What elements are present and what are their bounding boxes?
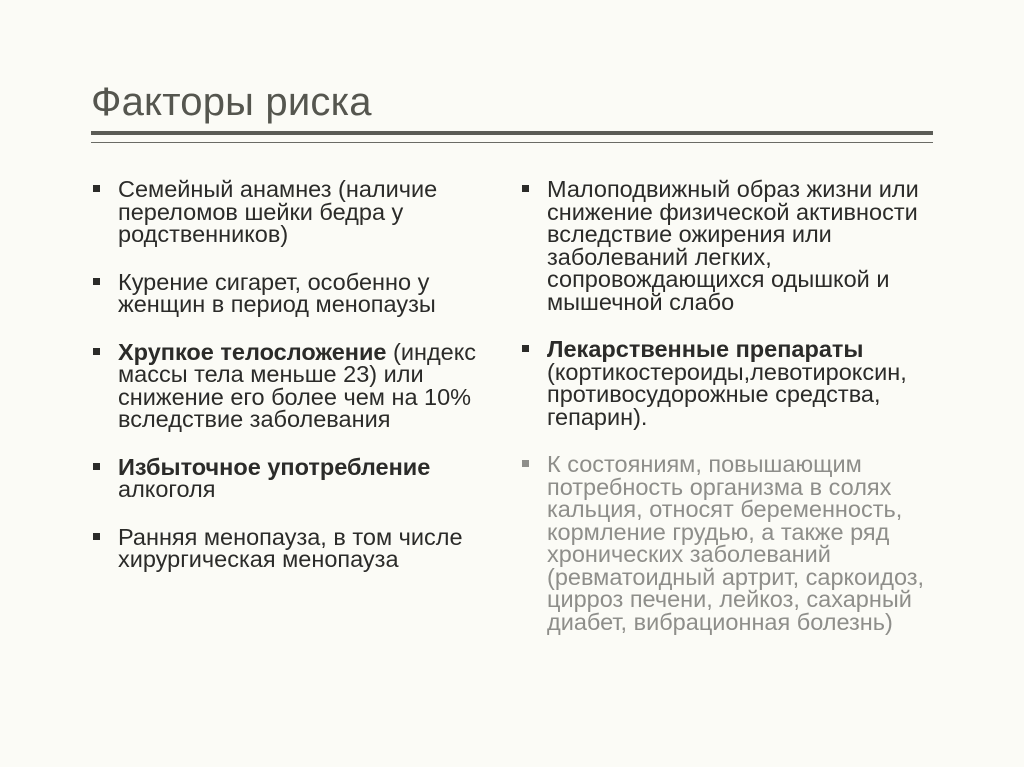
list-item	[91, 268, 501, 317]
list-item	[91, 178, 501, 246]
list-item-muted	[520, 453, 970, 633]
item-text: Малоподвижный образ жизни или снижение физической активности вследствие ожирения или заболеваний легких, сопровождающихся одышкой и мышечной слабо	[547, 176, 919, 315]
list-item	[91, 338, 501, 432]
item-text: алкоголя	[118, 476, 216, 502]
list-item	[520, 178, 970, 313]
item-lead: Хрупкое телосложение	[118, 338, 387, 365]
item-text: Курение сигарет, особенно у женщин в период менопаузы	[118, 268, 436, 317]
right-bullet-list	[520, 178, 970, 633]
square-bullet-icon	[522, 185, 529, 192]
title-underline-thick	[91, 131, 933, 135]
item-text: (кортикостероиды,левотироксин, противосудорожные средства, гепарин).	[547, 358, 907, 430]
item-text: Семейный анамнез (наличие переломов шейки бедра у родственников)	[118, 176, 438, 247]
square-bullet-icon	[93, 185, 100, 192]
square-bullet-icon	[522, 345, 529, 352]
title-underline-thin	[91, 142, 933, 143]
item-lead: Избыточное употребление	[118, 453, 431, 480]
list-item	[520, 338, 970, 428]
square-bullet-icon	[93, 533, 100, 540]
left-bullet-list	[91, 178, 501, 571]
list-item	[91, 453, 501, 502]
square-bullet-icon	[522, 460, 529, 467]
item-text: (индекс массы тела меньше 23) или снижение его более чем на 10% вследствие заболевания	[118, 338, 477, 432]
square-bullet-icon	[93, 278, 100, 285]
slide-title: Факторы риска	[91, 80, 372, 124]
item-text: Ранняя менопауза, в том числе хирургическая менопауза	[118, 523, 463, 572]
list-item	[91, 523, 501, 572]
square-bullet-icon	[93, 463, 100, 470]
item-lead: Лекарственные препараты	[547, 336, 864, 362]
square-bullet-icon	[93, 348, 100, 355]
item-text: К состояниям, повышающим потребность организма в солях кальция, относят беременность, кормление грудью, а также ряд хронических заболеваний (ревматоидный артрит, саркоидоз, цирроз печени, лейкоз, сахарный диабет, вибрационная болезнь)	[547, 451, 925, 635]
